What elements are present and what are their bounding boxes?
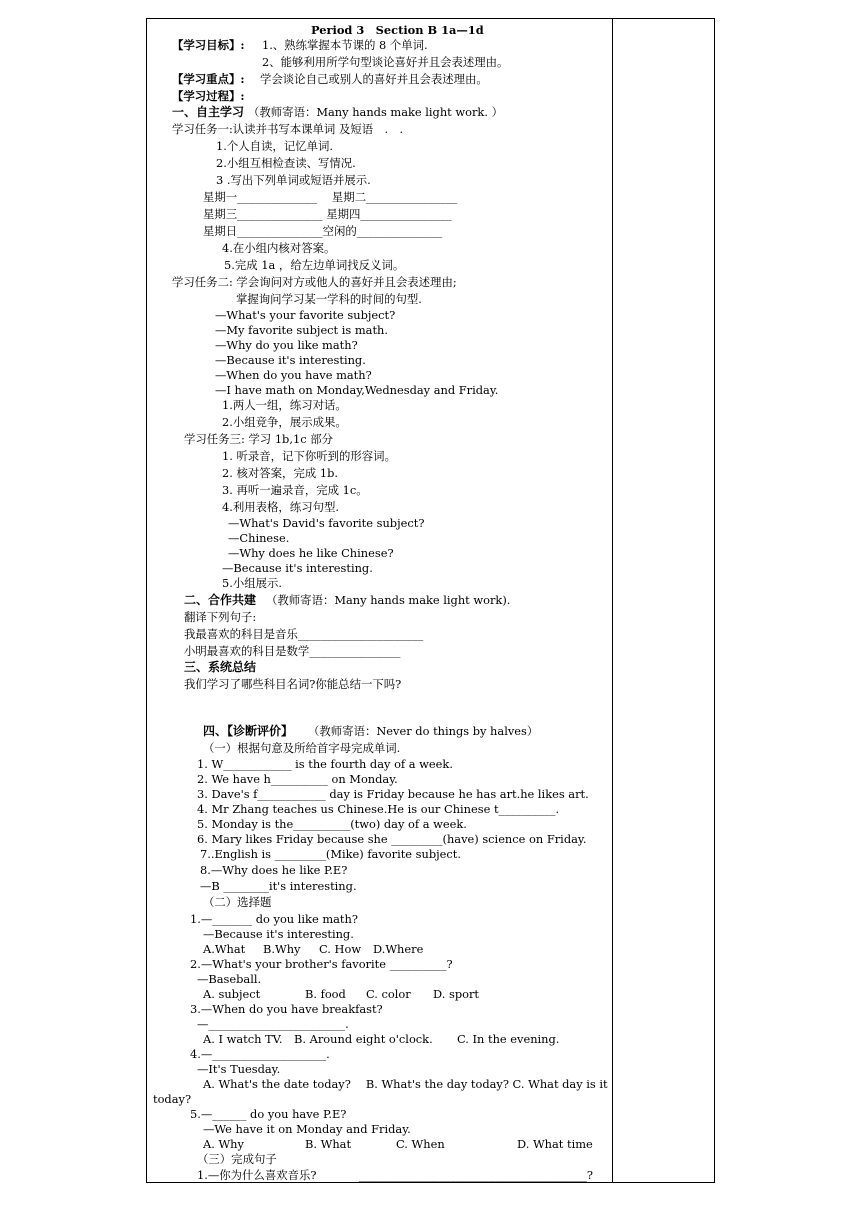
mc-option: C. In the evening. [457,1032,560,1046]
mc-answer: —We have it on Monday and Friday. [203,1122,411,1136]
translation-item: 小明最喜欢的科目是数学________________ [184,644,401,658]
fill-item: 6. Mary likes Friday because she _________(have) science on Friday. [197,832,587,846]
objectives-label: 【学习目标】: [172,38,245,52]
sentence-question: 1.—你为什么喜欢音乐? [197,1168,317,1182]
mc-option: B.Why [263,942,301,956]
task1-step: 4.在小组内核对答案。 [222,241,336,255]
dialog-line: —Because it's interesting. [215,353,366,367]
task2-subtitle: 掌握询问学习某一学科的时间的句型. [236,292,422,306]
mc-question: 2.—What's your brother's favorite __________? [190,957,453,971]
mc-option: A. subject [203,987,261,1001]
vocab-blank-row: 星期一______________ 星期二________________ [203,190,458,204]
mc-answer: —Because it's interesting. [203,927,354,941]
part2-instruction: 翻译下列句子: [184,610,257,624]
fill-item: 4. Mr Zhang teaches us Chinese.He is our Chinese t__________. [197,802,560,816]
part1-note: （教师寄语：Many hands make light work. ） [248,105,503,119]
dialog-line: —My favorite subject is math. [215,323,388,337]
mc-answer: —Baseball. [197,972,262,986]
mc-options-line: today? [153,1092,192,1106]
fill-item: 7..English is _________(Mike) favorite subject. [200,847,461,861]
part1-heading: 一、自主学习 [172,105,245,119]
mc-option: B. food [305,987,346,1001]
mc-option: D.Where [373,942,424,956]
keypoint-label: 【学习重点】: [172,72,245,86]
mc-question: 3.—When do you have breakfast? [190,1002,383,1016]
fill-item: 8.—Why does he like P.E? [200,863,348,877]
fill-item: 1. W____________ is the fourth day of a week. [197,757,453,771]
keypoint-text: 学会谈论自己或别人的喜好并且会表述理由。 [260,72,488,86]
part4-note: （教师寄语：Never do things by halves） [308,724,539,738]
task3-step: 3. 再听一遍录音，完成 1c。 [222,483,368,497]
dialog-line: —What's your favorite subject? [215,308,396,322]
task1-title: 学习任务一:认读并书写本课单词 及短语 . . [172,122,404,136]
dialog-line: —What's David's favorite subject? [228,516,425,530]
sec2-title: （二）选择题 [203,895,272,909]
page-title: Period 3 Section B 1a—1d [311,23,484,37]
task3-step: 4.利用表格，练习句型. [222,500,340,514]
objective-1: 1.、熟练掌握本节课的 8 个单词. [262,38,428,52]
part3-heading: 三、系统总结 [184,660,257,674]
translation-item: 我最喜欢的科目是音乐______________________ [184,627,424,641]
fill-item: —B ________it's interesting. [200,879,357,893]
mc-option: D. What time [517,1137,593,1151]
part4-heading: 四、【诊断评价】 [203,724,294,738]
sentence-blank: ________________________________________? [359,1168,593,1182]
fill-item: 3. Dave's f____________ day is Friday because he has art.he likes art. [197,787,589,801]
part2-note: （教师寄语：Many hands make light work). [266,593,511,607]
task3-step: 2. 核对答案，完成 1b. [222,466,339,480]
task1-step: 5.完成 1a ，给左边单词找反义词。 [224,258,405,272]
part3-question: 我们学习了哪些科目名词?你能总结一下吗? [184,677,402,691]
mc-option: B. What [305,1137,352,1151]
task3-final: 5.小组展示. [222,576,283,590]
task1-step: 1.个人自读，记忆单词. [216,139,334,153]
task2-title: 学习任务二: 学会询问对方或他人的喜好并且会表述理由; [172,275,457,289]
mc-option: C. color [366,987,411,1001]
mc-option: A. Why [203,1137,244,1151]
mc-option: C. When [396,1137,445,1151]
task1-step: 3 .写出下列单词或短语并展示. [216,173,371,187]
vocab-blank-row: 星期三_______________ 星期四________________ [203,207,452,221]
mc-answer: —________________________. [197,1017,349,1031]
mc-option: A.What [203,942,246,956]
mc-question: 1.—_______ do you like math? [190,912,358,926]
part2-heading: 二、合作共建 [184,593,257,607]
task1-step: 2.小组互相检查读、写情况. [216,156,356,170]
sec1-title: （一）根据句意及所给首字母完成单词. [203,741,401,755]
process-label: 【学习过程】: [172,89,245,103]
task2-step: 1.两人一组，练习对话。 [222,398,347,412]
dialog-line: —Because it's interesting. [222,561,373,575]
task2-step: 2.小组竞争，展示成果。 [222,415,347,429]
task3-step: 1. 听录音，记下你听到的形容词。 [222,449,396,463]
dialog-line: —When do you have math? [215,368,372,382]
dialog-line: —I have math on Monday,Wednesday and Friday. [215,383,499,397]
dialog-line: —Chinese. [228,531,290,545]
fill-item: 5. Monday is the__________(two) day of a week. [197,817,467,831]
sec3-title: （三）完成句子 [197,1152,277,1166]
mc-answer: —It's Tuesday. [197,1062,281,1076]
mc-option: B. Around eight o'clock. [294,1032,433,1046]
vocab-blank-row: 星期日_______________空闲的_______________ [203,224,443,238]
mc-question: 5.—______ do you have P.E? [190,1107,347,1121]
mc-option: A. I watch TV. [203,1032,283,1046]
dialog-line: —Why do you like math? [215,338,358,352]
mc-option: D. sport [433,987,479,1001]
mc-question: 4.—____________________. [190,1047,330,1061]
mc-options-line: A. What's the date today? B. What's the day today? C. What day is it [203,1077,608,1091]
dialog-line: —Why does he like Chinese? [228,546,394,560]
mc-option: C. How [319,942,362,956]
task3-title: 学习任务三: 学习 1b,1c 部分 [184,432,334,446]
objective-2: 2、能够利用所学句型谈论喜好并且会表述理由。 [262,55,509,69]
fill-item: 2. We have h__________ on Monday. [197,772,398,786]
